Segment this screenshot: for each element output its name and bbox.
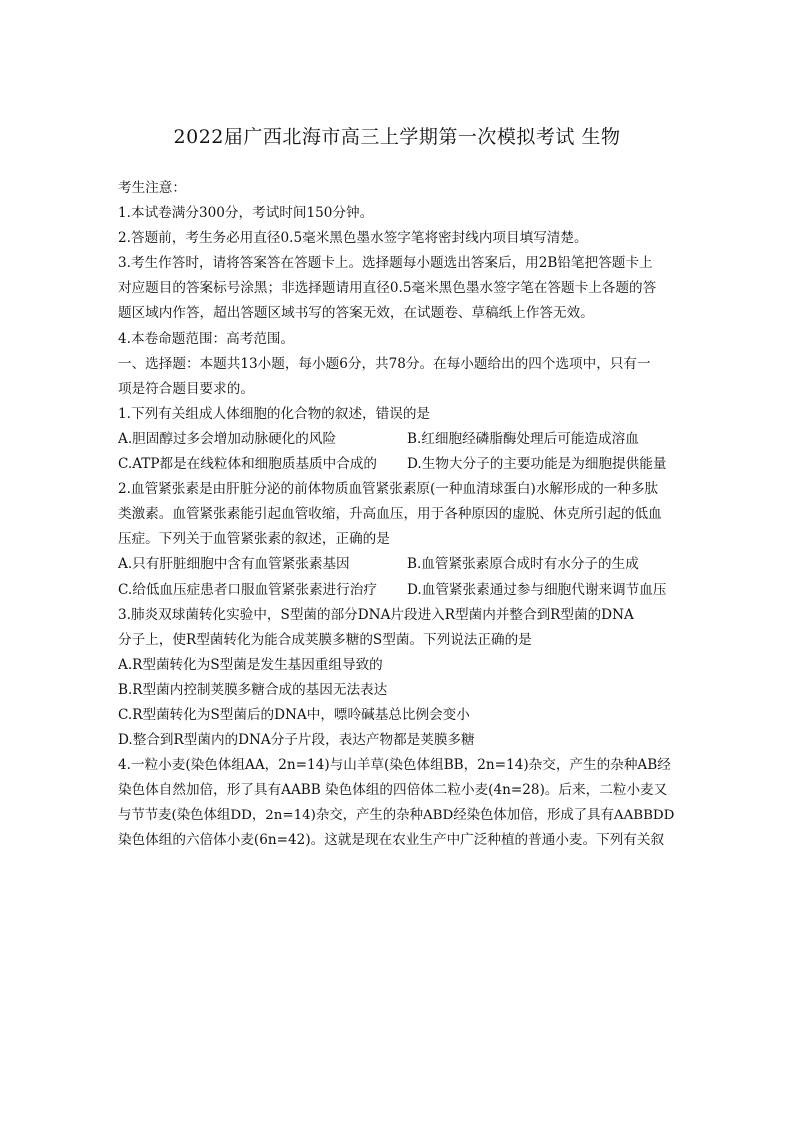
notice-item: 3.考生作答时，请将答案答在答题卡上。选择题每小题选出答案后，用2B铅笔把答题卡上 [118,255,653,272]
option-b: B.R型菌内控制荚膜多糖合成的基因无法表达 [118,681,388,698]
option-c: C.给低血压症患者口服血管紧张素进行治疗 [118,581,377,598]
question-2-stem: 2.血管紧张素是由肝脏分泌的前体物质血管紧张素原(一种血清球蛋白)水解形成的一种多肽 [118,481,659,498]
question-2-options-ab [118,552,678,577]
option-d: D.整合到R型菌内的DNA分子片段，表达产物都是荚膜多糖 [118,732,475,749]
question-4-stem: 与节节麦(染色体组DD，2n=14)杂交，产生的杂种ABD经染色体加倍，形成了具有AABBDD [118,808,675,824]
question-4-stem: 染色体组的六倍体小麦(6n=42)。这就是现在农业生产中广泛种植的普通小麦。下列有关叙 [118,832,665,849]
question-2-stem: 类激素。血管紧张素能引起血管收缩，升高血压，用于各种原因的虚脱、休克所引起的低血 [118,506,662,523]
question-1-options-ab [118,427,678,452]
option-b: B.红细胞经磷脂酶处理后可能造成溶血 [407,430,639,447]
document-body [118,176,678,854]
option-d: D.血管紧张素通过参与细胞代谢来调节血压 [407,581,667,598]
option-a: A.胆固醇过多会增加动脉硬化的风险 [118,430,337,447]
option-b: B.血管紧张素原合成时有水分子的生成 [407,556,639,573]
question-1-stem: 1.下列有关组成人体细胞的化合物的叙述，错误的是 [118,405,431,422]
page-title: 2022届广西北海市高三上学期第一次模拟考试 生物 [173,126,621,148]
notice-item: 题区域内作答，超出答题区域书写的答案无效，在试题卷、草稿纸上作答无效。 [118,305,594,322]
question-3-stem: 分子上，使R型菌转化为能合成荚膜多糖的S型菌。下列说法正确的是 [118,631,532,648]
question-4-stem: 染色体自然加倍，形了具有AABB 染色体组的四倍体二粒小麦(4n=28)。后来，二粒小麦又 [118,782,668,799]
option-c: C.R型菌转化为S型菌后的DNA中，嘌呤碱基总比例会变小 [118,706,470,723]
section-heading: 一、选择题：本题共13小题，每小题6分，共78分。在每小题给出的四个选项中，只有一 [118,355,651,372]
option-c: C.ATP都是在线粒体和细胞质基质中合成的 [118,456,378,473]
question-2-options-cd [118,578,678,603]
notice-item: 1.本试卷满分300分，考试时间150分钟。 [118,205,374,222]
option-d: D.生物大分子的主要功能是为细胞提供能量 [407,456,667,473]
question-2-stem: 压症。下列关于血管紧张素的叙述，正确的是 [118,531,390,548]
notice-item: 4.本卷命题范围：高考范围。 [118,330,295,347]
question-3-stem: 3.肺炎双球菌转化实验中，S型菌的部分DNA片段进入R型菌内并整合到R型菌的DNA [118,606,634,623]
notice-item: 对应题目的答案标号涂黑；非选择题请用直径0.5毫米黑色墨水签字笔在答题卡上各题的答 [118,280,657,297]
option-a: A.R型菌转化为S型菌是发生基因重组导致的 [118,656,383,673]
option-a: A.只有肝脏细胞中含有血管紧张素基因 [118,556,350,573]
question-1-options-cd [118,452,678,477]
notice-item: 2.答题前，考生务必用直径0.5毫米黑色墨水签字笔将密封线内项目填写清楚。 [118,230,588,247]
section-heading-cont: 项是符合题目要求的。 [118,380,254,397]
question-4-stem: 4.一粒小麦(染色体组AA，2n=14)与山羊草(染色体组BB，2n=14)杂交，产生的杂种AB经 [118,757,671,774]
notice-heading: 考生注意： [118,180,186,196]
